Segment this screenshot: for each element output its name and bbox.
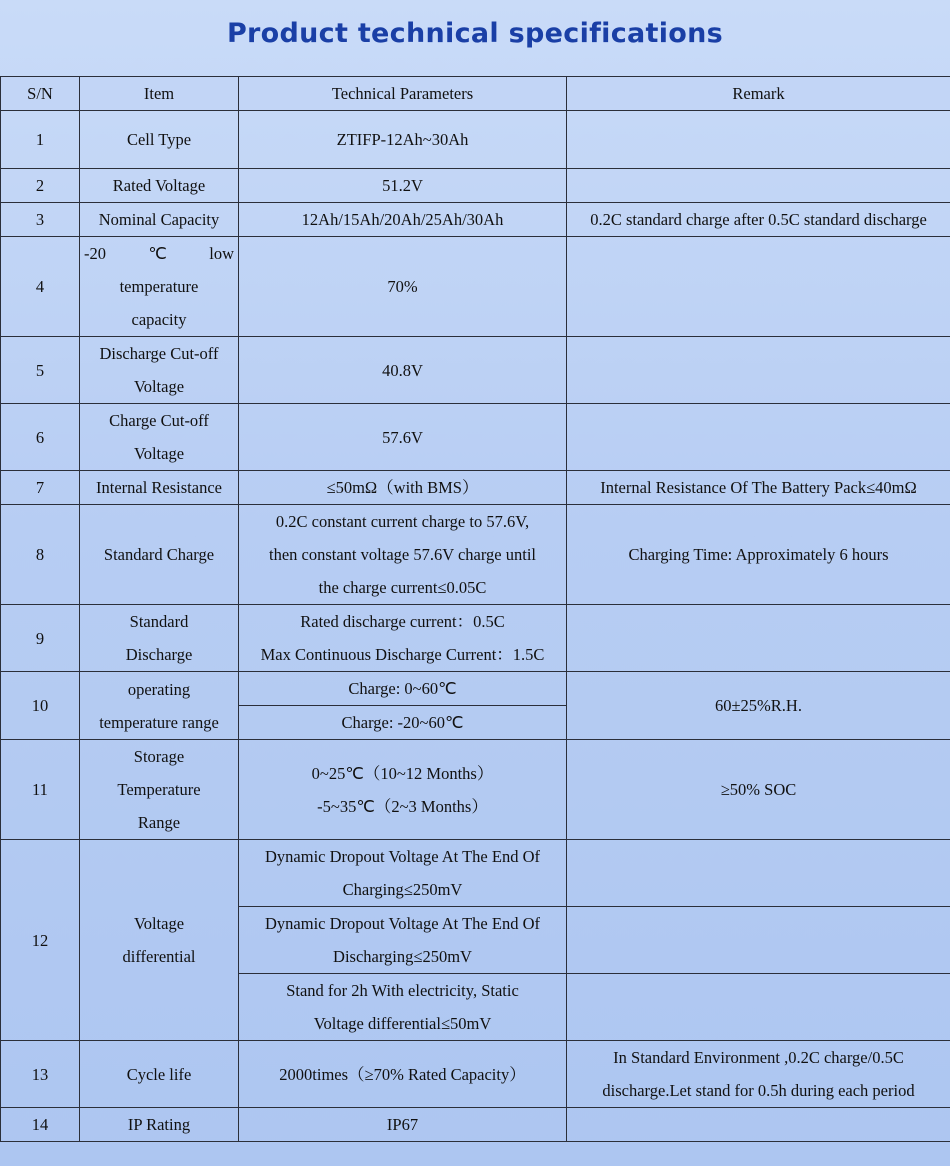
param-text: Stand for 2h With electricity, Static (286, 981, 519, 1000)
param-cell: 40.8V (239, 337, 567, 404)
table-row (1, 337, 950, 404)
header-sn: S/N (1, 77, 80, 111)
item-text: capacity (131, 310, 187, 329)
param-text: -5~35℃（2~3 Months） (317, 796, 488, 816)
table-row (1, 1108, 950, 1142)
remark-cell (567, 907, 950, 974)
remark-cell (567, 840, 950, 907)
item-cell: Standard Charge (80, 505, 239, 605)
table-row (1, 840, 950, 907)
param-text: Discharging≤250mV (333, 947, 472, 966)
param-text: Dynamic Dropout Voltage At The End Of (265, 847, 540, 866)
table-row (1, 1041, 950, 1108)
sn-cell: 11 (1, 740, 80, 840)
remark-text: discharge.Let stand for 0.5h during each period (602, 1081, 915, 1100)
item-text: Voltage (133, 377, 185, 396)
sn-cell: 3 (1, 203, 80, 237)
param-cell: ZTIFP-12Ah~30Ah (239, 111, 567, 169)
remark-cell: Internal Resistance Of The Battery Pack≤40mΩ (567, 471, 950, 505)
param-cell (239, 605, 567, 672)
item-text: differential (122, 947, 196, 966)
sn-cell: 1 (1, 111, 80, 169)
item-cell (80, 404, 239, 471)
param-cell (239, 974, 567, 1041)
table-row (1, 111, 950, 169)
item-cell: Cycle life (80, 1041, 239, 1108)
sn-cell: 4 (1, 237, 80, 337)
item-text: Charge Cut-off (109, 411, 209, 430)
sn-cell: 14 (1, 1108, 80, 1142)
remark-cell: 0.2C standard charge after 0.5C standard discharge (567, 203, 950, 237)
param-cell (239, 840, 567, 907)
item-cell: Rated Voltage (80, 169, 239, 203)
param-text: the charge current≤0.05C (318, 578, 487, 597)
item-text: operating (127, 679, 191, 699)
table-row (1, 505, 950, 605)
remark-cell: ≥50% SOC (567, 740, 950, 840)
item-text: Voltage (133, 914, 185, 933)
remark-cell (567, 605, 950, 672)
param-cell: 51.2V (239, 169, 567, 203)
item-cell (80, 237, 239, 337)
sn-cell: 10 (1, 672, 80, 740)
param-cell: 2000times（≥70% Rated Capacity） (239, 1041, 567, 1108)
param-cell: Charge: 0~60℃ (239, 672, 567, 706)
remark-cell (567, 237, 950, 337)
header-row (1, 77, 950, 111)
sn-cell: 7 (1, 471, 80, 505)
param-cell: 70% (239, 237, 567, 337)
header-item: Item (80, 77, 239, 111)
item-text: Storage (133, 747, 185, 766)
table-row (1, 672, 950, 706)
param-text: Charging≤250mV (342, 880, 463, 899)
remark-cell (567, 1108, 950, 1142)
param-cell: ≤50mΩ（with BMS） (239, 471, 567, 505)
param-cell (239, 505, 567, 605)
remark-cell (567, 974, 950, 1041)
page-title: Product technical specifications (226, 18, 724, 49)
item-text: temperature range (99, 712, 219, 732)
table-row (1, 203, 950, 237)
table-row (1, 605, 950, 672)
table-row (1, 471, 950, 505)
param-cell: IP67 (239, 1108, 567, 1142)
item-cell (80, 605, 239, 672)
item-cell (80, 840, 239, 1041)
param-text: Voltage differential≤50mV (313, 1014, 492, 1033)
item-text: Discharge Cut-off (99, 344, 219, 363)
item-cell: Cell Type (80, 111, 239, 169)
table-row (1, 169, 950, 203)
header-remark: Remark (567, 77, 950, 111)
item-cell (80, 672, 239, 740)
sn-cell: 2 (1, 169, 80, 203)
item-cell (80, 337, 239, 404)
sn-cell: 9 (1, 605, 80, 672)
item-text: Temperature (117, 780, 201, 799)
item-cell (80, 740, 239, 840)
item-text: low (209, 244, 234, 263)
table-row (1, 237, 950, 337)
remark-cell (567, 169, 950, 203)
sn-cell: 13 (1, 1041, 80, 1108)
item-cell: Nominal Capacity (80, 203, 239, 237)
sn-cell: 8 (1, 505, 80, 605)
remark-cell (567, 404, 950, 471)
param-cell: 57.6V (239, 404, 567, 471)
item-text: ℃ (148, 244, 167, 263)
param-text: Max Continuous Discharge Current：1.5C (260, 645, 545, 664)
item-text: Discharge (125, 645, 193, 664)
param-cell (239, 740, 567, 840)
item-text: temperature (119, 277, 199, 296)
param-cell: 12Ah/15Ah/20Ah/25Ah/30Ah (239, 203, 567, 237)
remark-cell (567, 1041, 950, 1108)
remark-cell: Charging Time: Approximately 6 hours (567, 505, 950, 605)
table-row (1, 740, 950, 840)
remark-cell (567, 111, 950, 169)
sn-cell: 6 (1, 404, 80, 471)
remark-cell (567, 337, 950, 404)
item-cell: Internal Resistance (80, 471, 239, 505)
param-text: Dynamic Dropout Voltage At The End Of (265, 914, 540, 933)
param-text: then constant voltage 57.6V charge until (269, 545, 536, 564)
sn-cell: 12 (1, 840, 80, 1041)
param-text: 0.2C constant current charge to 57.6V, (275, 512, 530, 531)
remark-text: In Standard Environment ,0.2C charge/0.5C (613, 1048, 904, 1067)
table-row (1, 404, 950, 471)
item-text: Voltage (133, 444, 185, 463)
item-cell: IP Rating (80, 1108, 239, 1142)
item-text: -20 (84, 244, 106, 263)
header-params: Technical Parameters (239, 77, 567, 111)
param-cell (239, 907, 567, 974)
sn-cell: 5 (1, 337, 80, 404)
param-text: Rated discharge current：0.5C (300, 612, 505, 631)
item-text: Standard (129, 612, 189, 631)
param-text: 0~25℃（10~12 Months） (311, 763, 494, 783)
param-cell: Charge: -20~60℃ (239, 706, 567, 740)
item-text: Range (137, 813, 181, 832)
spec-table (0, 76, 950, 1142)
remark-cell: 60±25%R.H. (567, 672, 950, 740)
